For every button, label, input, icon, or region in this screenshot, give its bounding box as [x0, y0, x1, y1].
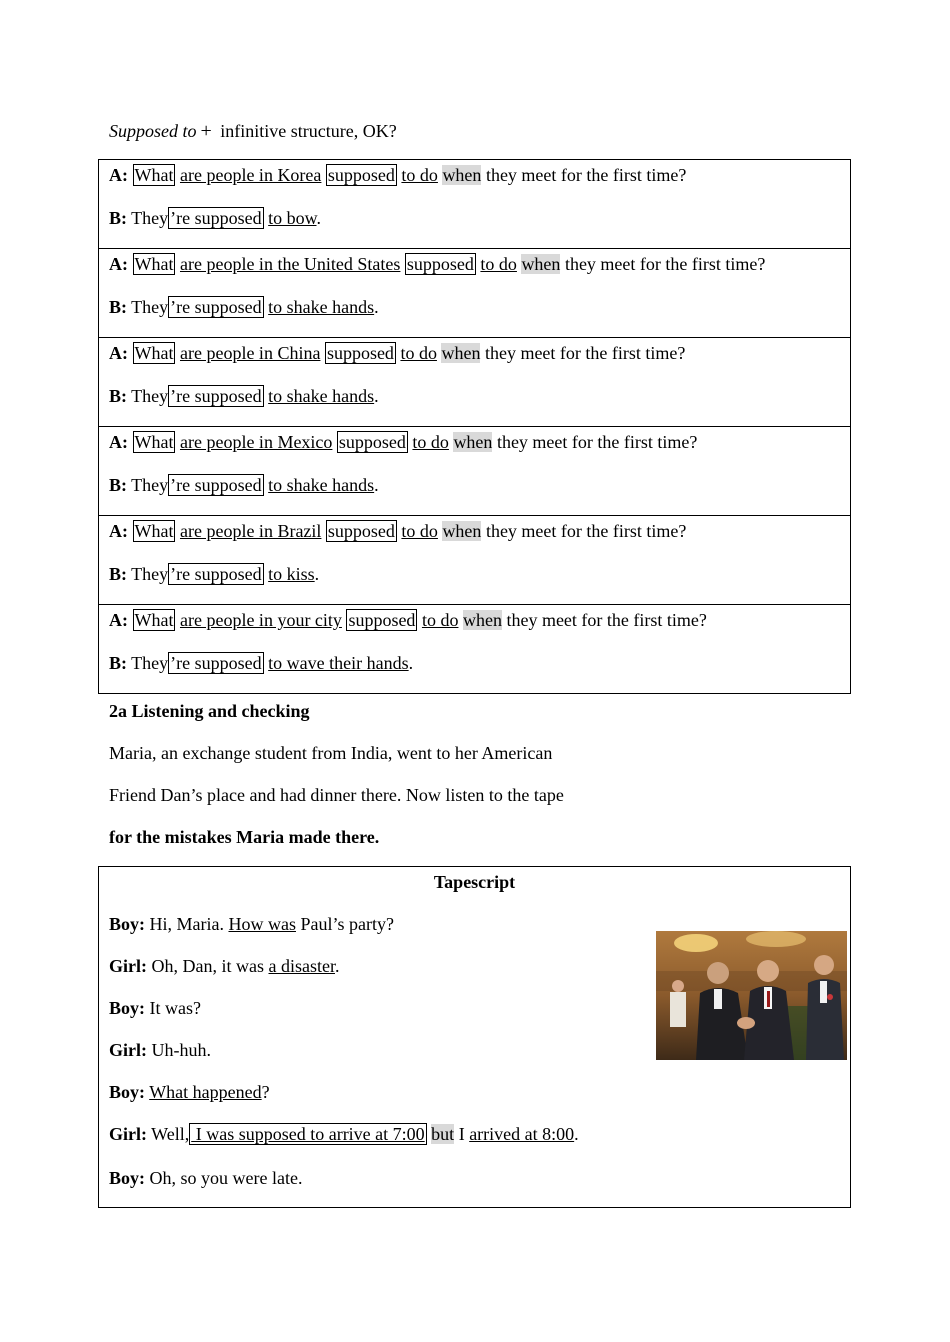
line-text: Paul’s party? [295, 914, 394, 934]
highlighted-conjunction: but [431, 1124, 455, 1144]
underlined-action: to bow [268, 208, 317, 228]
answer-end: . [374, 475, 379, 495]
tapescript-line-1 [109, 912, 394, 936]
boxed-what: What [134, 521, 174, 541]
highlighted-when: when [462, 610, 502, 630]
boxed-what: What [134, 610, 174, 630]
speaker-label: Girl: [109, 1124, 147, 1144]
line-b [109, 206, 840, 230]
boxed-supposed: supposed [326, 343, 394, 363]
dialogue-table-body [99, 160, 851, 694]
answer-end: . [314, 564, 320, 584]
line-a [109, 163, 840, 187]
underlined-place: are people in Brazil [179, 521, 322, 541]
line-a [109, 252, 840, 276]
underlined-place: are people in the United States [179, 254, 401, 274]
speaker-b-label: B: [109, 475, 127, 495]
line-a [109, 341, 840, 365]
speaker-a-label: A: [109, 610, 128, 630]
dialogue-cell [99, 605, 851, 694]
tapescript-line-4 [109, 1038, 211, 1062]
speaker-label: Boy: [109, 914, 145, 934]
line-text: Uh-huh. [147, 1040, 211, 1060]
line-text: ? [261, 1082, 270, 1102]
highlighted-when: when [441, 343, 481, 363]
line-a [109, 519, 840, 543]
question-tail: they meet for the first time? [560, 254, 766, 274]
intro-rest: infinitive structure, OK? [215, 121, 397, 141]
boxed-what: What [134, 165, 174, 185]
dialogue-row [99, 160, 851, 249]
underlined-action: to wave their hands [268, 653, 409, 673]
boxed-re-supposed: ’re supposed [170, 475, 262, 495]
underlined-phrase: How was [228, 914, 296, 934]
section-2a-heading: 2a Listening and checking [109, 701, 310, 721]
underlined-phrase: arrived at 8:00 [469, 1124, 575, 1144]
speaker-a-label: A: [109, 343, 128, 363]
dialogue-row [99, 605, 851, 694]
boxed-re-supposed: ’re supposed [170, 297, 262, 317]
boxed-supposed: supposed [327, 165, 395, 185]
line-text: Oh, Dan, it was [147, 956, 269, 976]
speaker-a-label: A: [109, 254, 128, 274]
underlined-phrase: a disaster [268, 956, 335, 976]
answer-end: . [408, 653, 414, 673]
plus-sign: + [200, 120, 212, 142]
line-text: . [574, 1124, 579, 1144]
boxed-supposed: supposed [348, 610, 416, 630]
underlined-place: are people in Korea [179, 165, 322, 185]
speaker-label: Boy: [109, 1082, 145, 1102]
speaker-b-label: B: [109, 653, 127, 673]
dialogue-row [99, 427, 851, 516]
line-b [109, 384, 840, 408]
line-a [109, 608, 840, 632]
boxed-phrase: I was supposed to arrive at 7:00 [191, 1124, 425, 1144]
line-text: Well, [147, 1124, 190, 1144]
speaker-a-label: A: [109, 432, 128, 452]
dialogue-cell [99, 338, 851, 427]
boxed-supposed: supposed [406, 254, 474, 274]
answer-subject: They [127, 297, 169, 317]
answer-end: . [374, 297, 379, 317]
speaker-label: Girl: [109, 956, 147, 976]
underlined-action: to kiss [268, 564, 315, 584]
dialogue-cell [99, 427, 851, 516]
highlighted-when: when [521, 254, 561, 274]
underlined-action: to shake hands [268, 386, 375, 406]
underlined-to-do: to do [401, 165, 438, 185]
line-b [109, 651, 840, 675]
underlined-place: are people in your city [179, 610, 342, 630]
boxed-re-supposed: ’re supposed [170, 564, 262, 584]
underlined-to-do: to do [480, 254, 517, 274]
line-text: . [334, 956, 340, 976]
boxed-what: What [134, 432, 174, 452]
line-b [109, 562, 840, 586]
section-2a-line-1: Maria, an exchange student from India, went to her American [109, 743, 553, 763]
line-text: Oh, so you were late. [145, 1168, 303, 1188]
line-text: I [454, 1124, 470, 1144]
speaker-a-label: A: [109, 521, 128, 541]
photo-illustration [656, 931, 847, 1060]
boxed-re-supposed: ’re supposed [170, 208, 262, 228]
question-tail: they meet for the first time? [481, 165, 687, 185]
tapescript-line-3 [109, 996, 201, 1020]
line-a [109, 430, 840, 454]
highlighted-when: when [442, 165, 482, 185]
section-2a-line-2: Friend Dan’s place and had dinner there. Now listen to the tape [109, 785, 564, 805]
boxed-what: What [134, 343, 174, 363]
question-tail: they meet for the first time? [501, 610, 707, 630]
intro-line [109, 119, 397, 143]
question-tail: they meet for the first time? [480, 343, 686, 363]
line-b [109, 473, 840, 497]
underlined-phrase: What happened [149, 1082, 262, 1102]
boxed-re-supposed: ’re supposed [170, 386, 262, 406]
dialogue-cell [99, 160, 851, 249]
underlined-action: to shake hands [268, 475, 375, 495]
line-text: Hi, Maria. [145, 914, 229, 934]
dialogue-row [99, 516, 851, 605]
tapescript-box [98, 866, 851, 1208]
answer-subject: They [127, 208, 169, 228]
dialogue-table [98, 159, 851, 694]
highlighted-when: when [453, 432, 493, 452]
speaker-b-label: B: [109, 208, 127, 228]
speaker-b-label: B: [109, 386, 127, 406]
question-tail: they meet for the first time? [481, 521, 687, 541]
speaker-label: Boy: [109, 1168, 145, 1188]
highlighted-when: when [442, 521, 482, 541]
greeting-photo [656, 931, 847, 1060]
speaker-label: Boy: [109, 998, 145, 1018]
speaker-b-label: B: [109, 297, 127, 317]
dialogue-cell [99, 249, 851, 338]
speaker-a-label: A: [109, 165, 128, 185]
tapescript-line-7 [109, 1166, 302, 1190]
dialogue-row [99, 338, 851, 427]
underlined-place: are people in Mexico [179, 432, 333, 452]
tapescript-line-2 [109, 954, 339, 978]
boxed-supposed: supposed [338, 432, 406, 452]
line-b [109, 295, 840, 319]
answer-subject: They [127, 564, 169, 584]
dialogue-row [99, 249, 851, 338]
tapescript-line-5 [109, 1080, 270, 1104]
underlined-action: to shake hands [268, 297, 375, 317]
speaker-b-label: B: [109, 564, 127, 584]
underlined-to-do: to do [400, 343, 437, 363]
underlined-to-do: to do [421, 610, 459, 630]
answer-end: . [374, 386, 379, 406]
answer-end: . [316, 208, 321, 228]
tapescript-line-6 [109, 1122, 579, 1146]
answer-subject: They [127, 386, 169, 406]
boxed-what: What [134, 254, 174, 274]
question-tail: they meet for the first time? [492, 432, 698, 452]
line-text: It was? [145, 998, 201, 1018]
answer-subject: They [127, 475, 169, 495]
underlined-place: are people in China [179, 343, 321, 363]
intro-italic: Supposed to [109, 121, 197, 141]
underlined-to-do: to do [401, 521, 438, 541]
answer-subject: They [127, 653, 169, 673]
dialogue-cell [99, 516, 851, 605]
boxed-supposed: supposed [327, 521, 395, 541]
section-2a-line-3: for the mistakes Maria made there. [109, 827, 380, 847]
tapescript-title: Tapescript [433, 872, 516, 892]
boxed-re-supposed: ’re supposed [170, 653, 262, 673]
speaker-label: Girl: [109, 1040, 147, 1060]
underlined-to-do: to do [412, 432, 449, 452]
